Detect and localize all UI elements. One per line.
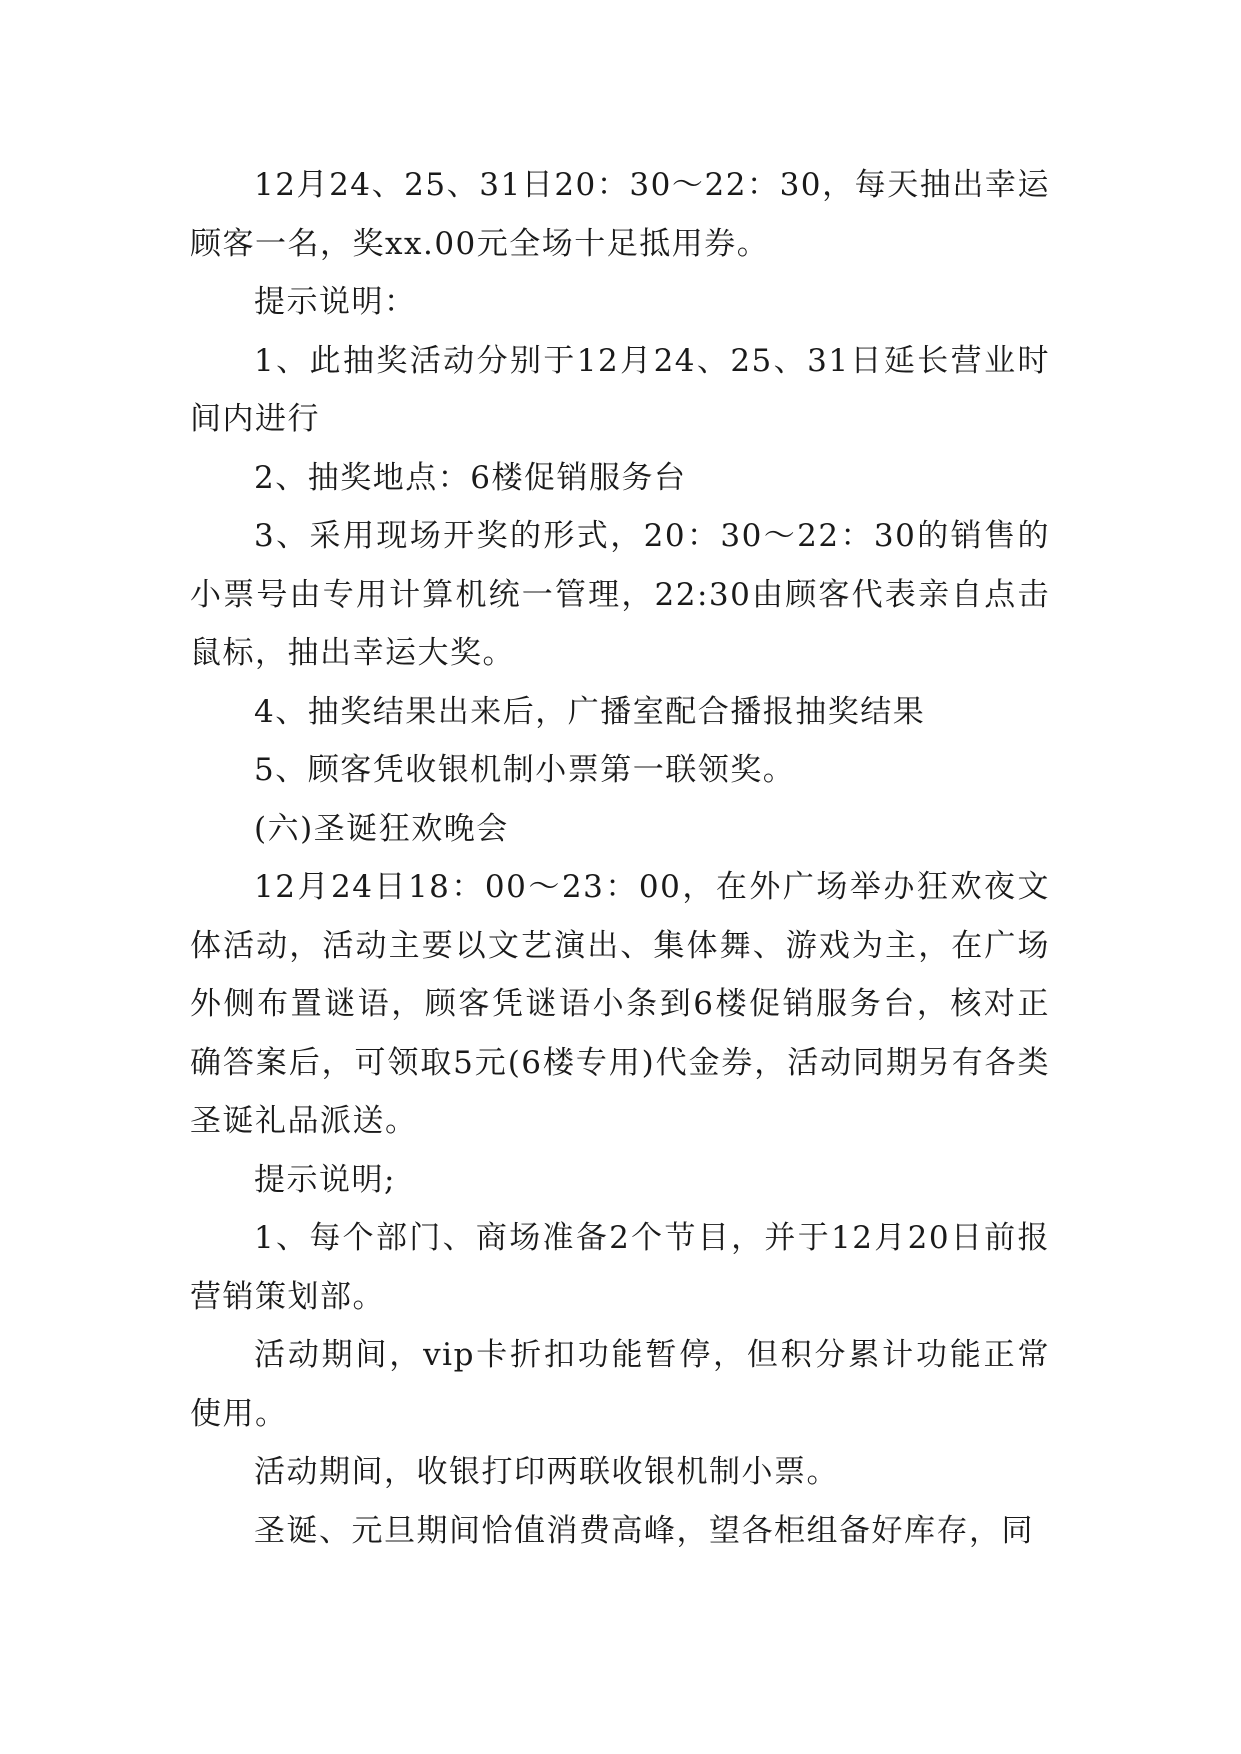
paragraph-party-description: 12月24日18：00～23：00，在外广场举办狂欢夜文体活动，活动主要以文艺演出、集体舞、游戏为主，在广场外侧布置谜语，顾客凭谜语小条到6楼促销服务台，核对正确答案后，可领取5元(6楼专用)代金券，活动同期另有各类圣诞礼品派送。	[190, 869, 1050, 1139]
paragraph-note-1: 1、此抽奖活动分别于12月24、25、31日延长营业时间内进行	[190, 342, 1050, 437]
paragraph-note-heading: 提示说明：	[254, 284, 417, 320]
paragraph-receipt-note: 活动期间，收银打印两联收银机制小票。	[254, 1454, 839, 1490]
paragraph-note-2: 2、抽奖地点：6楼促销服务台	[254, 459, 687, 496]
paragraph-program-note: 1、每个部门、商场准备2个节目，并于12月20日前报营销策划部。	[190, 1220, 1050, 1315]
document-body	[190, 156, 1050, 1560]
section-heading-christmas-party: (六)圣诞狂欢晚会	[254, 810, 509, 847]
paragraph-note-4: 4、抽奖结果出来后，广播室配合播报抽奖结果	[254, 693, 926, 730]
paragraph-note-3: 3、采用现场开奖的形式，20：30～22：30的销售的小票号由专用计算机统一管理，22:30由顾客代表亲自点击鼠标，抽出幸运大奖。	[190, 518, 1050, 671]
paragraph-stock-note: 圣诞、元旦期间恰值消费高峰，望各柜组备好库存，同	[254, 1512, 1034, 1549]
paragraph-vip-note: 活动期间，vip卡折扣功能暂停，但积分累计功能正常使用。	[190, 1337, 1050, 1432]
paragraph-note-5: 5、顾客凭收银机制小票第一联领奖。	[254, 752, 796, 788]
paragraph-note-heading-2: 提示说明;	[254, 1161, 396, 1198]
paragraph-lottery-schedule: 12月24、25、31日20：30～22：30，每天抽出幸运顾客一名，奖xx.00元全场十足抵用券。	[190, 167, 1050, 262]
